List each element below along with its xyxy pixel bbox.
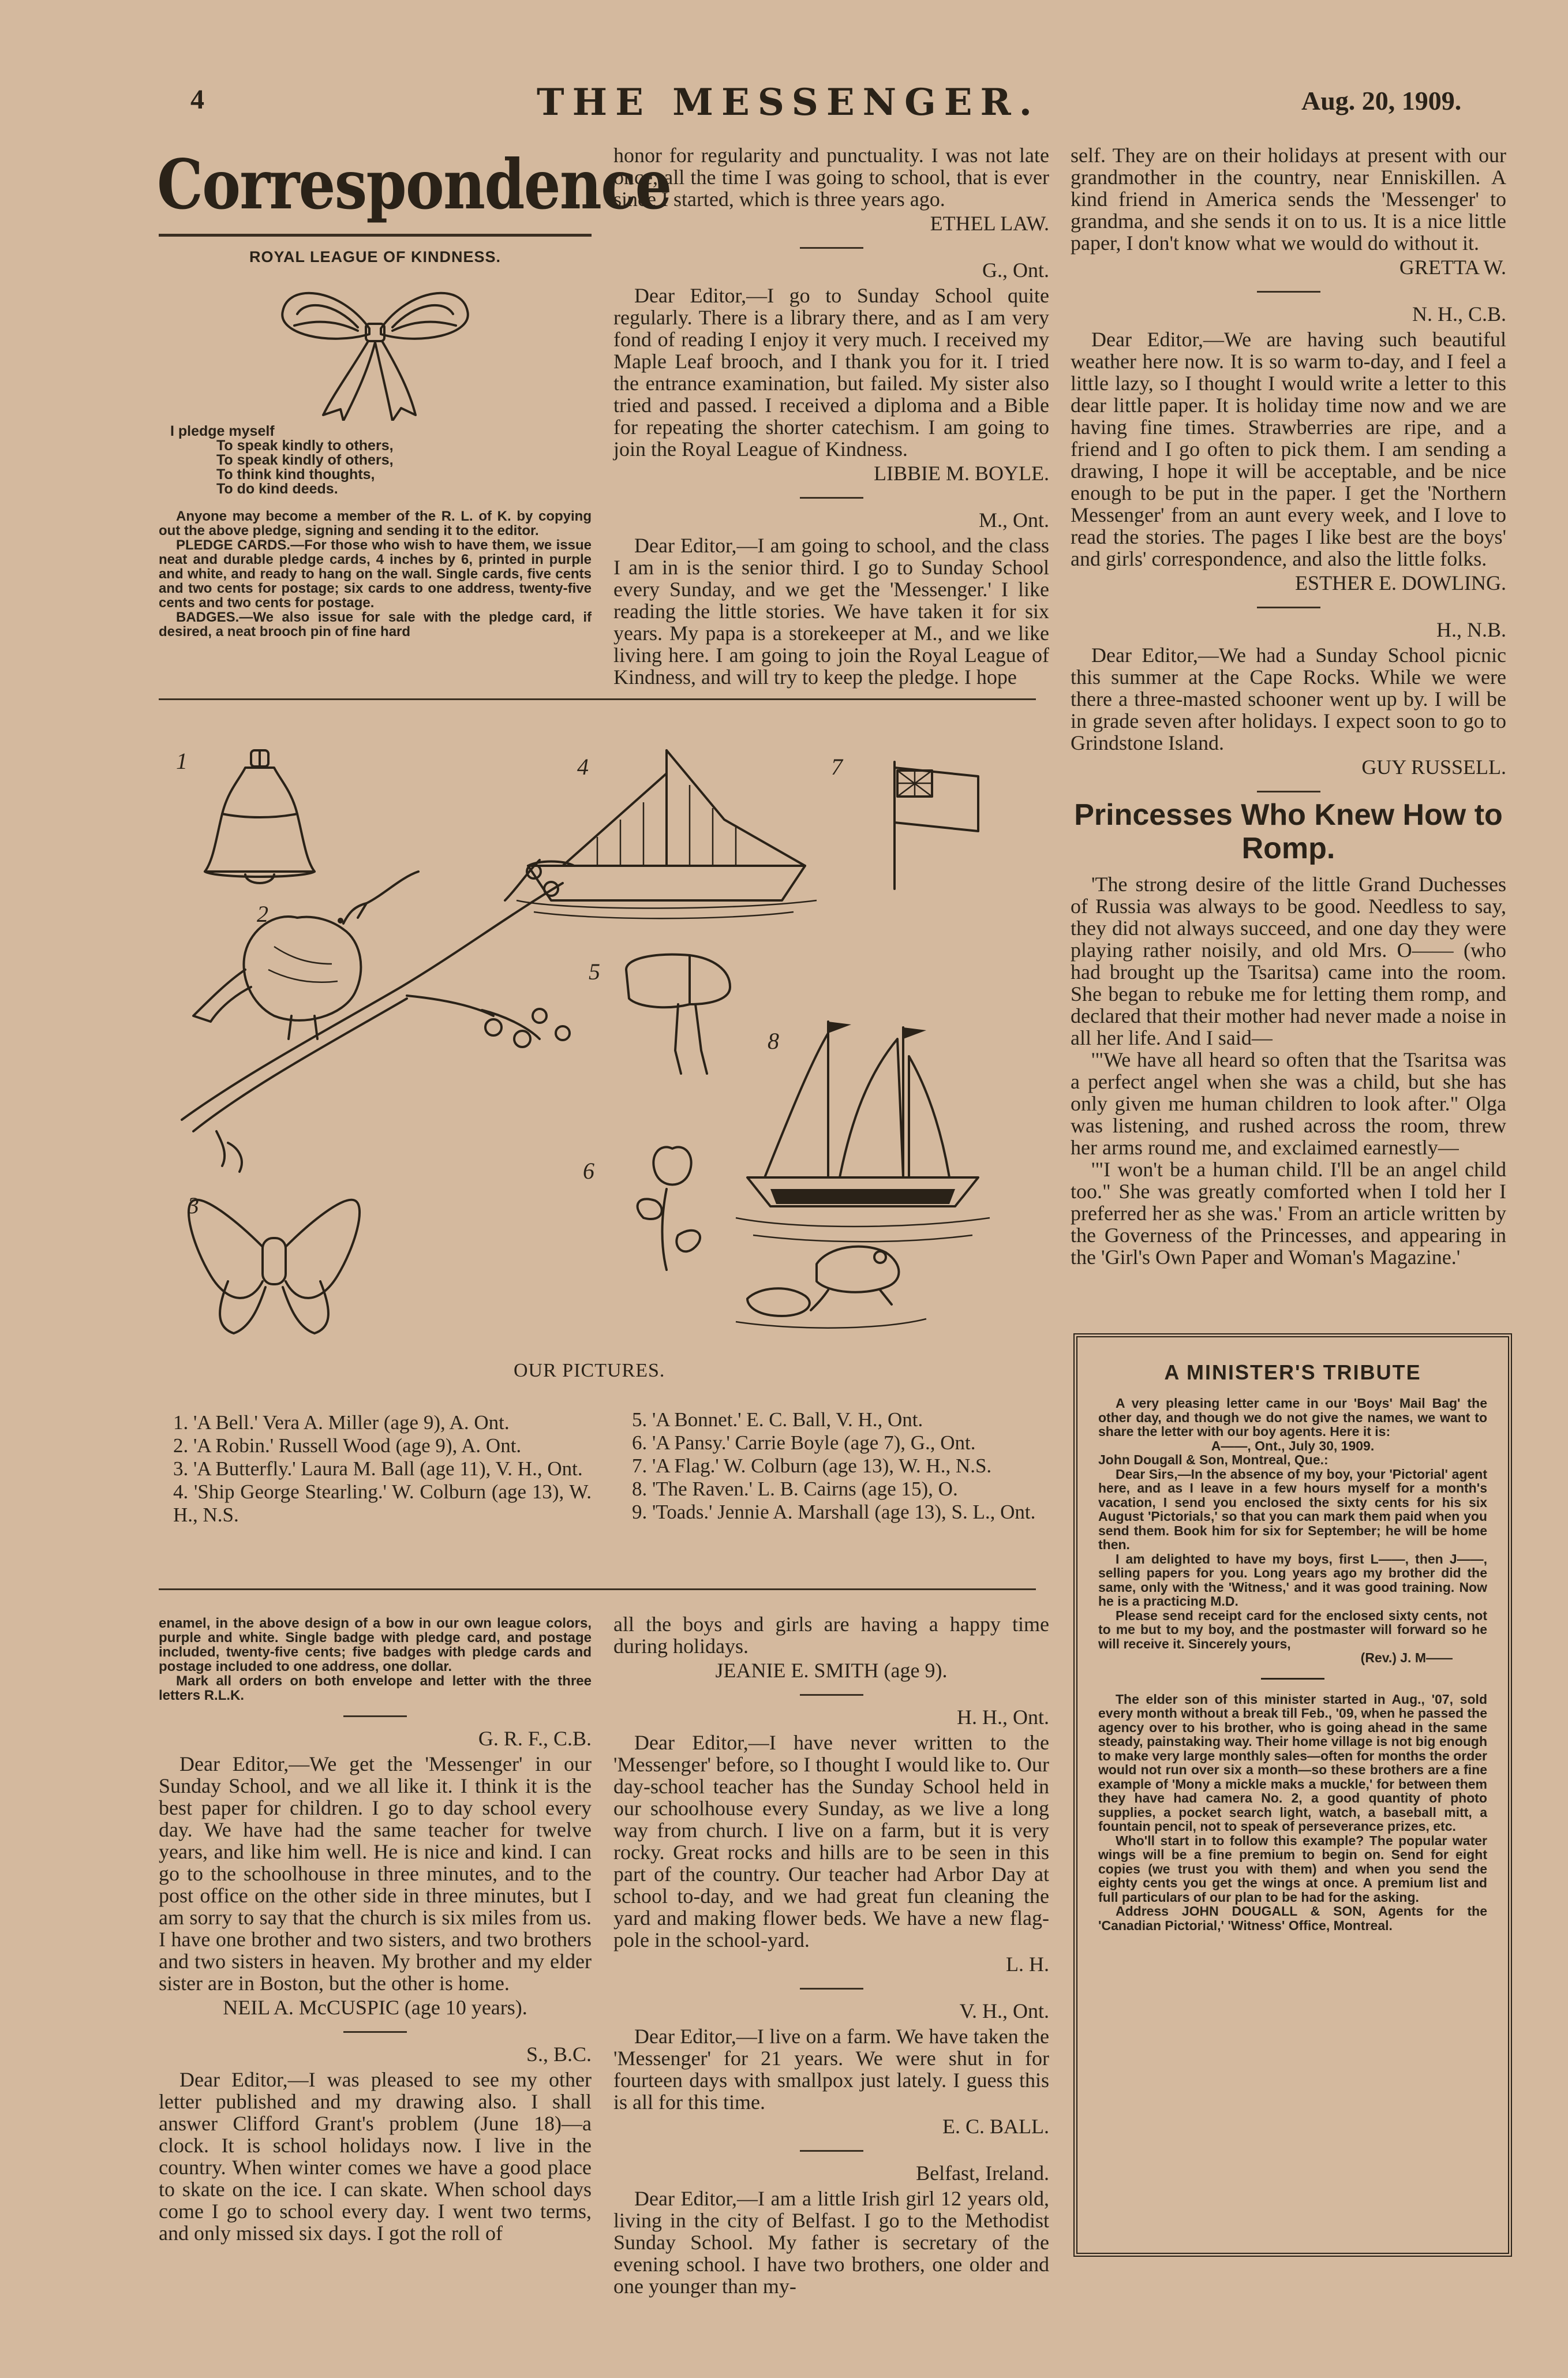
tribute-paragraph: Dear Sirs,—In the absence of my boy, your 'Pictorial' agent here, and as I leave in a few hours myself for a month's vacation, I send you enclosed the sixty cents for his six August 'Pictorials,' so that you can mark them paid when you send them. Book him for six for September; he will be home then. <box>1098 1466 1487 1552</box>
tribute-paragraph: Who'll start in to follow this example? The popular water wings will be a fine premium to begin on. Send for eight copies (we trust you with them) and when you send the eighty cents you get the wings at once. A premium list and full particulars of our plan to be had for the asking. <box>1098 1833 1487 1905</box>
separator <box>1257 291 1320 293</box>
picture-caption: 6. 'A Pansy.' Carrie Boyle (age 7), G., Ont. <box>632 1431 976 1454</box>
princesses-article <box>1071 873 1506 1268</box>
letter-signature: LIBBIE M. BOYLE. <box>874 462 1049 485</box>
separator <box>800 2150 863 2152</box>
section-rule <box>159 1588 1036 1590</box>
picture-caption: 9. 'Toads.' Jennie A. Marshall (age 13), S. L., Ont. <box>632 1501 1036 1523</box>
letter-signature: L. H. <box>1006 1953 1049 1976</box>
instruction-paragraph: Anyone may become a member of the R. L. of K. by copying out the above pledge, signing and sending it to the editor. <box>159 508 592 539</box>
toads-drawing-icon <box>736 1247 926 1328</box>
tribute-title: A MINISTER'S TRIBUTE <box>1164 1360 1421 1384</box>
raven-schooner-drawing-icon <box>736 1022 990 1242</box>
page-title: Correspondence <box>157 144 671 225</box>
page-number: 4 <box>190 84 204 115</box>
letter-location: H., N.B. <box>1436 618 1506 641</box>
separator <box>800 1988 863 1990</box>
separator <box>800 497 863 499</box>
ministers-tribute-box <box>1073 1333 1512 2257</box>
column-2-bottom <box>613 1613 1049 2297</box>
separator <box>1261 1678 1324 1680</box>
letter-location: V. H., Ont. <box>959 1999 1049 2022</box>
bell-drawing-icon <box>205 750 315 883</box>
letter-signature: GRETTA W. <box>1399 256 1506 279</box>
letter-location: G., Ont. <box>982 259 1049 282</box>
letter-location: S., B.C. <box>526 2043 592 2066</box>
separator <box>343 2031 407 2033</box>
letter-text: Dear Editor,—I have never written to the 'Messenger' before, so I thought I would like to. Our day-school teacher has the Sunday School held in our schoolhouse every Sunday, as we live a long way from church. I live on a farm, but it is very rocky. Great rocks and hills are to be seen in this part of the country. Our teacher had Arbor Day at school to-day, and we had great fun cleaning the yard and making flower beds. We have a new flag-pole in the school-yard. <box>613 1731 1049 1951</box>
pledge-line: To think kind thoughts, <box>216 466 375 483</box>
letter-text: Dear Editor,—I was pleased to see my other letter published and my drawing also. I shall answer Clifford Grant's problem (June 18)—a clock. It is school holidays now. I live in the country. When winter comes we have a good place to skate on the ice. I can skate. When school days come I go to school every day. I went two terms, and only missed six days. I got the roll of <box>159 2068 592 2245</box>
picture-caption: 7. 'A Flag.' W. Colburn (age 13), W. H., N.S. <box>632 1455 992 1477</box>
article-paragraph: '"I won't be a human child. I'll be an angel child too." She was greatly comforted when I told her I preferred her as she was.' From an article written by the Governess of the Princesses, and appearing in the 'Girl's Own Paper and Woman's Magazine.' <box>1071 1158 1506 1269</box>
separator <box>343 1715 407 1717</box>
letter-location: G. R. F., C.B. <box>478 1727 592 1750</box>
picture-captions-left <box>173 1411 592 1527</box>
pansy-drawing-icon <box>638 1147 700 1270</box>
drawing-number: 4 <box>577 754 589 780</box>
readers-drawings <box>159 727 1047 1351</box>
letter-text: Dear Editor,—I am a little Irish girl 12 years old, living in the city of Belfast. I go to the Methodist Sunday School. My father is secretary of the evening school. I have two brothers, one older and one younger than my- <box>613 2187 1049 2298</box>
tribute-paragraph: The elder son of this minister started in Aug., '07, sold every month without a break till Feb., '09, when he passed the agency over to his brother, who is going ahead in the same steady, painstaking way. Their home village is not big enough to make very large monthly sales—often for months the order would not run over six a month—so these brothers are a fine example of 'Mony a mickle maks a muckle,' for between them they have had camera No. 2, a good quantity of photo supplies, a pocket search light, watch, a baseball mitt, a fountain pencil, not to speak of perseverance prizes, etc. <box>1098 1691 1487 1834</box>
league-heading: ROYAL LEAGUE OF KINDNESS. <box>249 248 502 266</box>
instruction-paragraph: enamel, in the above design of a bow in our own league colors, purple and white. Single badge with pledge card, and postage included, twenty-five cents; five badges with pledge cards and postage included to one address, one dollar. <box>159 1616 592 1674</box>
column-2-top <box>613 144 1049 688</box>
drawing-number: 7 <box>831 754 843 780</box>
letter-text: self. They are on their holidays at present with our grandmother in the country, near Enniskillen. A kind friend in America sends the 'Messenger' to grandma, and she sends it on to us. It is a nice little paper, I don't know what we would do without it. <box>1071 144 1506 255</box>
drawing-number: 6 <box>583 1158 594 1184</box>
issue-date: Aug. 20, 1909. <box>1301 86 1462 115</box>
letter-text: Dear Editor,—We are having such beautiful weather here now. It is so warm to-day, and I feel a little lazy, so I thought I would write a letter to this dear little paper. It is holiday time now and we are having fine times. Strawberries are ripe, and a friend and I go often to pick them. I am sending a drawing, I hope it will be acceptable, and be nice enough to be put in the paper. I get the 'Northern Messenger' from an aunt every week, and I love to read the stories. The pages I like best are the boys' and girls' correspondence, and also the little folks. <box>1071 328 1506 570</box>
letter-location: H. H., Ont. <box>957 1706 1049 1729</box>
pictures-heading: OUR PICTURES. <box>514 1360 665 1381</box>
letter-signature: E. C. BALL. <box>942 2115 1049 2138</box>
tribute-paragraph: Address JOHN DOUGALL & SON, Agents for the 'Canadian Pictorial,' 'Witness' Office, Montreal. <box>1098 1904 1487 1933</box>
pledge-line: To speak kindly to others, <box>216 438 394 454</box>
picture-caption: 8. 'The Raven.' L. B. Cairns (age 15), O. <box>632 1478 958 1500</box>
title-rule <box>159 234 592 237</box>
picture-captions-right <box>632 1408 1050 1524</box>
letter-text: Dear Editor,—I am going to school, and the class I am in is the senior third. I go to Sunday School every Sunday, and we get the 'Messenger.' I like reading the little stories. We have taken it for six years. My papa is a storekeeper at M., and we like living here. I am going to join the Royal League of Kindness, and will try to keep the pledge. I hope <box>613 534 1049 689</box>
pledge-line: To speak kindly of others, <box>216 452 394 468</box>
butterfly-drawing-icon <box>189 1200 360 1333</box>
letter-text: Dear Editor,—I go to Sunday School quite regularly. There is a library there, and as I am very fond of reading I enjoy it very much. I received my Maple Leaf brooch, and I thank you for it. I tried the entrance examination, but failed. My sister also tried and passed. I received a diploma and a Bible for repeating the shorter catechism. I am going to join the Royal League of Kindness. <box>613 284 1049 461</box>
tribute-paragraph: Please send receipt card for the enclosed sixty cents, not to me but to my boy, and the postmaster will forward so he will receive it. Sincerely yours, <box>1098 1607 1487 1651</box>
letters <box>159 1715 592 2244</box>
drawing-number: 2 <box>257 901 268 927</box>
letter-location: M., Ont. <box>978 508 1049 532</box>
pledge-line: I pledge myself <box>170 423 275 439</box>
letter-location: N. H., C.B. <box>1412 302 1506 326</box>
tribute-signature: (Rev.) J. M—— <box>1360 1650 1453 1665</box>
ship-george-stearling-drawing-icon <box>517 750 817 918</box>
picture-caption: 5. 'A Bonnet.' E. C. Ball, V. H., Ont. <box>632 1408 923 1431</box>
article-paragraph: '"We have all heard so often that the Tsaritsa was a perfect angel when she was a child, but she has only given me human children to look after." Olga was listening, and rushed across the room, threw her arms round me, and exclaimed earnestly— <box>1071 1048 1506 1159</box>
drawing-number: 3 <box>188 1192 199 1218</box>
column-3-top <box>1071 144 1506 1268</box>
pledge-line: To do kind deeds. <box>216 481 338 497</box>
letter-signature: ETHEL LAW. <box>930 212 1049 235</box>
article-paragraph: 'The strong desire of the little Grand Duchesses of Russia was always to be good. Needless to say, they did not always succeed, and one day they were playing rather noisily, and old Mrs. O—— (who had brought up the Tsaritsa) came into the room. She began to rebuke me for letting them romp, and declared that their mother had never made a noise in all her life. And I said— <box>1071 873 1506 1049</box>
picture-caption: 4. 'Ship George Stearling.' W. Colburn (age 13), W. H., N.S. <box>173 1480 592 1526</box>
picture-caption: 1. 'A Bell.' Vera A. Miller (age 9), A. Ont. <box>173 1411 510 1434</box>
letter-text: Dear Editor,—I live on a farm. We have taken the 'Messenger' for 21 years. We were shut in for fourteen days with smallpox just lately. I guess this is all for this time. <box>613 2025 1049 2114</box>
league-instructions-cont <box>159 1616 592 1703</box>
flag-drawing-icon <box>895 762 978 889</box>
letter-location: Belfast, Ireland. <box>916 2162 1049 2185</box>
column-1-bottom <box>159 1616 592 2244</box>
instruction-paragraph: PLEDGE CARDS.—For those who wish to have them, we issue neat and durable pledge cards, 4 inches by 6, printed in purple and white, and ready to hang on the wall. Single cards, five cents and two cents for postage; six cards to one address, twenty-five cents and two cents for postage. <box>159 537 592 611</box>
drawing-number: 8 <box>768 1028 779 1054</box>
masthead: THE MESSENGER. <box>537 81 1040 124</box>
tribute-paragraph: I am delighted to have my boys, first L——, then J——, selling papers for you. Long years ago my brother did the same, only with the 'Witness,' and it was good training. Now he is a practicing M.D. <box>1098 1551 1487 1609</box>
tribute-paragraph: A very pleasing letter came in our 'Boys' Mail Bag' the other day, and though we do not give the names, we want to share the letter with our boy agents. Here it is: <box>1098 1396 1487 1439</box>
separator <box>1257 791 1320 792</box>
letter-text: all the boys and girls are having a happy time during holidays. <box>613 1613 1049 1658</box>
instruction-paragraph: BADGES.—We also issue for sale with the pledge card, if desired, a neat brooch pin of fine hard <box>159 610 592 640</box>
separator <box>800 1694 863 1696</box>
letter-text: Dear Editor,—We had a Sunday School picnic this summer at the Cape Rocks. While we were there a three-masted schooner went up by. I will be in grade seven after holidays. I expect soon to go to Grindstone Island. <box>1071 644 1506 754</box>
tribute-body <box>1098 1396 1487 1932</box>
separator <box>1257 607 1320 608</box>
tribute-addressee: John Dougall & Son, Montreal, Que.: <box>1098 1452 1329 1467</box>
princesses-title: Princesses Who Knew How to Romp. <box>1074 798 1503 865</box>
drawing-number: 1 <box>176 748 188 774</box>
robin-drawing-icon <box>182 860 570 1172</box>
letter-text: Dear Editor,—We get the 'Messenger' in our Sunday School, and we all like it. I think it is the best paper for children. I go to day school every day. We have had the same teacher for twelve years, and like him well. He is nice and kind. I can go to the schoolhouse in three minutes, and to the post office on the other side in three minutes, but I am sorry to say that the church is six miles from us. I have one brother and two sisters, and two brothers and two sisters in heaven. My brother and my elder sister are in Boston, but the other is home. <box>159 1752 592 1995</box>
letter-signature: NEIL A. McCUSPIC (age 10 years). <box>223 1996 527 2019</box>
league-block <box>159 248 592 639</box>
letter-signature: JEANIE E. SMITH (age 9). <box>715 1659 948 1682</box>
bonnet-drawing-icon <box>626 955 730 1074</box>
instruction-paragraph: Mark all orders on both envelope and letter with the three letters R.L.K. <box>159 1673 592 1703</box>
separator <box>800 247 863 249</box>
letter-text: honor for regularity and punctuality. I was not late once, all the time I was going to school, that is ever since I started, which is three years ago. <box>613 144 1049 211</box>
pledge-text <box>159 424 592 496</box>
league-instructions <box>159 509 592 639</box>
picture-caption: 3. 'A Butterfly.' Laura M. Ball (age 11), V. H., Ont. <box>173 1457 583 1480</box>
drawing-number: 5 <box>589 959 600 985</box>
letter-signature: ESTHER E. DOWLING. <box>1295 571 1506 594</box>
letter-signature: GUY RUSSELL. <box>1361 756 1506 779</box>
bow-emblem-icon <box>159 271 592 421</box>
picture-caption: 2. 'A Robin.' Russell Wood (age 9), A. Ont. <box>173 1434 522 1457</box>
section-rule <box>159 698 1036 700</box>
tribute-dateline: A——, Ont., July 30, 1909. <box>1211 1438 1375 1453</box>
